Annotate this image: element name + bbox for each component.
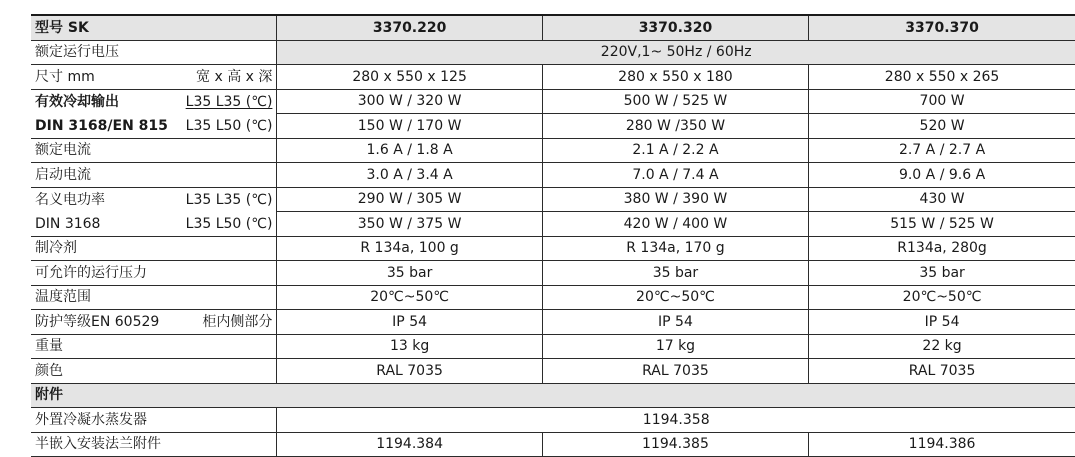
protection-sub: 柜内侧部分 <box>202 313 273 330</box>
weight-3: 22 kg <box>809 334 1075 359</box>
voltage-label: 额定运行电压 <box>31 40 277 65</box>
power-2-2: 420 W / 400 W <box>542 212 808 237</box>
size-sub: 宽 x 高 x 深 <box>196 68 273 85</box>
temperature-2: 20℃~50℃ <box>542 285 808 310</box>
color-3: RAL 7035 <box>809 359 1075 384</box>
model-1: 3370.220 <box>277 15 542 40</box>
power-sub-1: L35 L35 (℃) <box>185 191 273 208</box>
evaporator-value: 1194.358 <box>277 408 1075 433</box>
rated-current-1: 1.6 A / 1.8 A <box>277 138 542 163</box>
accessories-row <box>31 383 1075 408</box>
header-row <box>31 15 1075 40</box>
refrigerant-label: 制冷剂 <box>31 236 277 261</box>
size-row <box>31 65 1075 90</box>
weight-2: 17 kg <box>542 334 808 359</box>
flange-1: 1194.384 <box>277 432 542 457</box>
size-label-cell <box>31 65 277 90</box>
start-current-label: 启动电流 <box>31 163 277 188</box>
start-current-2: 7.0 A / 7.4 A <box>542 163 808 188</box>
spec-table <box>31 14 1075 457</box>
pressure-3: 35 bar <box>809 261 1075 286</box>
cooling-1-1: 300 W / 320 W <box>277 89 542 114</box>
pressure-row <box>31 261 1075 286</box>
power-label-cell-2 <box>31 212 277 237</box>
power-1-2: 380 W / 390 W <box>542 187 808 212</box>
voltage-row <box>31 40 1075 65</box>
weight-label: 重量 <box>31 334 277 359</box>
start-current-row <box>31 163 1075 188</box>
rated-current-label: 额定电流 <box>31 138 277 163</box>
cooling-row-1 <box>31 89 1075 114</box>
cooling-label-cell-2 <box>31 114 277 139</box>
start-current-3: 9.0 A / 9.6 A <box>809 163 1075 188</box>
weight-1: 13 kg <box>277 334 542 359</box>
power-sub-2: L35 L50 (℃) <box>185 215 273 232</box>
cooling-sub-1: L35 L35 (℃) <box>185 93 273 110</box>
power-1-3: 430 W <box>809 187 1075 212</box>
power-label-1: 名义电功率 <box>35 191 105 208</box>
cooling-2-2: 280 W /350 W <box>542 114 808 139</box>
protection-2: IP 54 <box>542 310 808 335</box>
refrigerant-3: R134a, 280g <box>809 236 1075 261</box>
temperature-label: 温度范围 <box>31 285 277 310</box>
cooling-1-3: 700 W <box>809 89 1075 114</box>
size-3: 280 x 550 x 265 <box>809 65 1075 90</box>
cooling-label-1: 有效冷却输出 <box>35 93 119 110</box>
pressure-1: 35 bar <box>277 261 542 286</box>
pressure-label: 可允许的运行压力 <box>31 261 277 286</box>
cooling-row-2 <box>31 114 1075 139</box>
color-row <box>31 359 1075 384</box>
color-2: RAL 7035 <box>542 359 808 384</box>
flange-3: 1194.386 <box>809 432 1075 457</box>
size-label: 尺寸 mm <box>35 68 95 85</box>
refrigerant-2: R 134a, 170 g <box>542 236 808 261</box>
evaporator-row <box>31 408 1075 433</box>
model-label: 型号 SK <box>31 15 277 40</box>
power-1-1: 290 W / 305 W <box>277 187 542 212</box>
rated-current-2: 2.1 A / 2.2 A <box>542 138 808 163</box>
power-row-1 <box>31 187 1075 212</box>
cooling-1-2: 500 W / 525 W <box>542 89 808 114</box>
cooling-2-3: 520 W <box>809 114 1075 139</box>
start-current-1: 3.0 A / 3.4 A <box>277 163 542 188</box>
refrigerant-row <box>31 236 1075 261</box>
flange-label: 半嵌入安装法兰附件 <box>31 432 277 457</box>
size-2: 280 x 550 x 180 <box>542 65 808 90</box>
flange-2: 1194.385 <box>542 432 808 457</box>
model-3: 3370.370 <box>809 15 1075 40</box>
cooling-label-cell-1 <box>31 89 277 114</box>
temperature-1: 20℃~50℃ <box>277 285 542 310</box>
protection-3: IP 54 <box>809 310 1075 335</box>
power-2-1: 350 W / 375 W <box>277 212 542 237</box>
weight-row <box>31 334 1075 359</box>
power-row-2 <box>31 212 1075 237</box>
cooling-2-1: 150 W / 170 W <box>277 114 542 139</box>
power-2-3: 515 W / 525 W <box>809 212 1075 237</box>
protection-label-cell <box>31 310 277 335</box>
cooling-sub-2: L35 L50 (℃) <box>185 117 273 134</box>
power-label-cell-1 <box>31 187 277 212</box>
voltage-value: 220V,1~ 50Hz / 60Hz <box>277 40 1075 65</box>
pressure-2: 35 bar <box>542 261 808 286</box>
cooling-label-2: DIN 3168/EN 815 <box>35 117 168 134</box>
color-1: RAL 7035 <box>277 359 542 384</box>
temperature-row <box>31 285 1075 310</box>
model-2: 3370.320 <box>542 15 808 40</box>
size-1: 280 x 550 x 125 <box>277 65 542 90</box>
rated-current-row <box>31 138 1075 163</box>
power-label-2: DIN 3168 <box>35 215 101 232</box>
temperature-3: 20℃~50℃ <box>809 285 1075 310</box>
accessories-label: 附件 <box>31 383 1075 408</box>
flange-row <box>31 432 1075 457</box>
rated-current-3: 2.7 A / 2.7 A <box>809 138 1075 163</box>
protection-label: 防护等级EN 60529 <box>35 313 160 330</box>
protection-1: IP 54 <box>277 310 542 335</box>
refrigerant-1: R 134a, 100 g <box>277 236 542 261</box>
protection-row <box>31 310 1075 335</box>
evaporator-label: 外置冷凝水蒸发器 <box>31 408 277 433</box>
color-label: 颜色 <box>31 359 277 384</box>
